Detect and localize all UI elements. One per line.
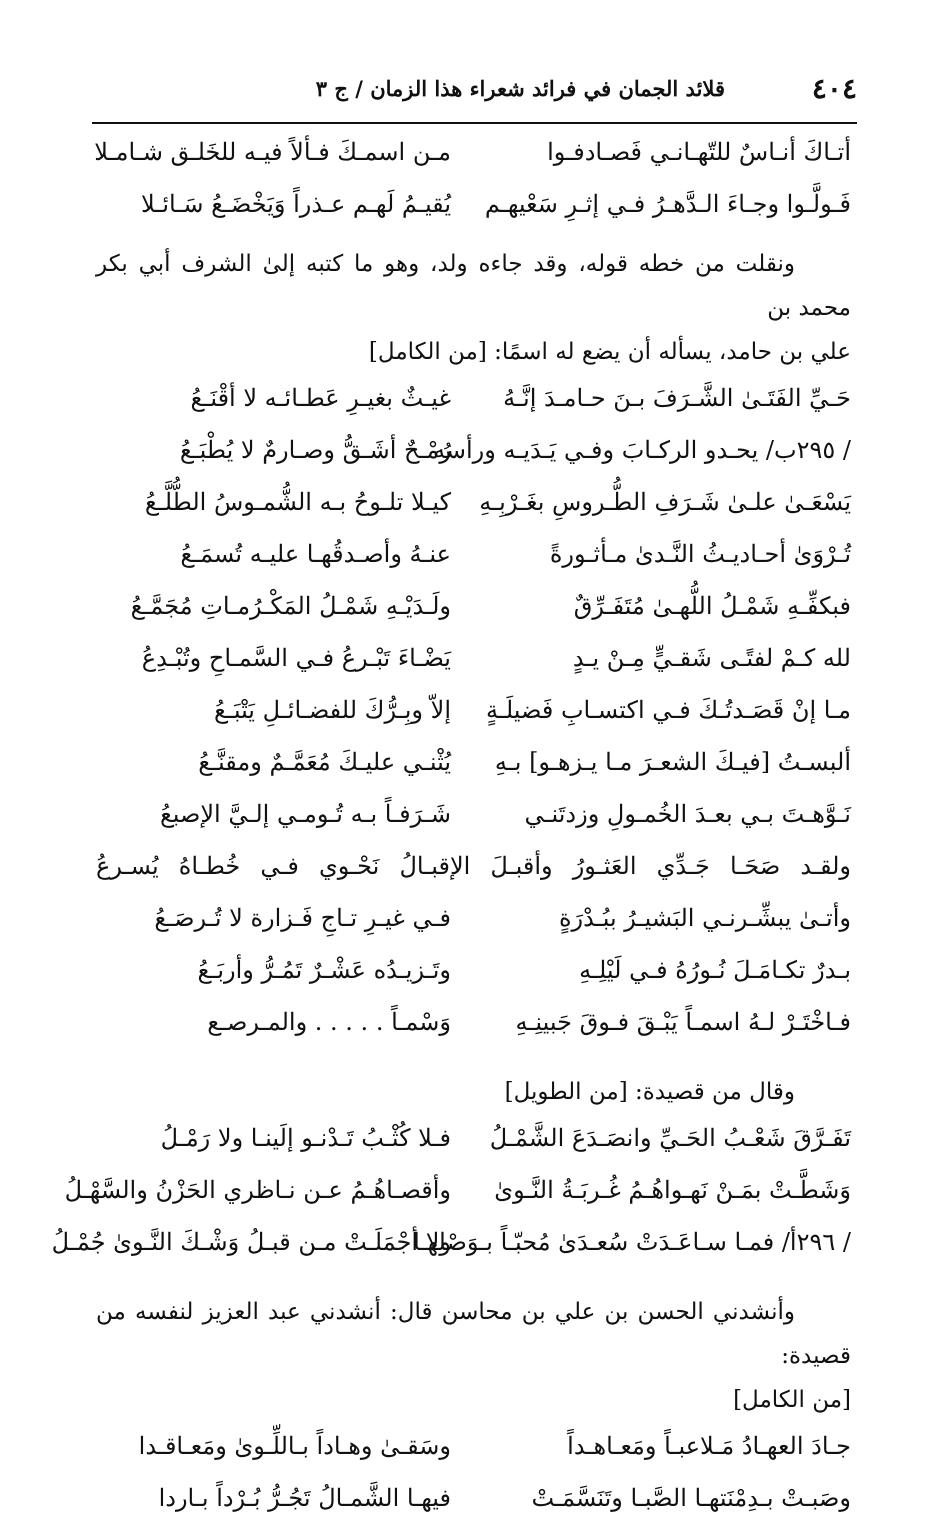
verse-row-joined [96, 852, 851, 904]
first-hemistich: جـادَ العهـادُ مَـلاعبـاً ومَعـاهـداً [567, 1432, 851, 1460]
first-hemistich: نَـوَّهـتَ بـي بعـدَ الخُمـولِ وزدتَنـي [524, 800, 851, 828]
second-hemistich: وسَقـىٰ وهـاداً بـاللِّـوىٰ ومَعـاقـدا [138, 1432, 451, 1460]
verse-row [96, 956, 851, 1008]
second-hemistich: وأقصـاهُـمُ عـن نـاظري الحَزْنُ والسَّهْـلُ [64, 1176, 451, 1204]
verse-row [96, 748, 851, 800]
verse-row [64, 1176, 851, 1228]
first-hemistich: فَـولَّـوا وجـاءَ الـدَّهـرُ فـي إثـرِ سَعْيهـم [484, 190, 851, 218]
joined-verse: ولقـد صَحَـا جَـدِّي العَثـورُ وأقبـلَ الإقبـالُ نَحْـوي فـي خُطـاهُ يُسـرعُ [96, 852, 851, 880]
page-body [51, 138, 851, 1536]
first-hemistich: يَسْعَـىٰ علـىٰ شَـرَفِ الطُّـروسِ بغَـرْبِـهِ [479, 488, 851, 516]
first-hemistich: وَشَطَّـتْ بمَـنْ نَهـواهُـمُ غُـربَـةُ النَّـوىٰ [494, 1176, 851, 1204]
second-hemistich: كيـلا تلـوحُ بـه الشُّمـوسُ الطُّلَّـعُ [144, 488, 451, 516]
first-hemistich: أتـاكَ أنـاسٌ للتّهـانـي فَصـادفـوا [547, 138, 851, 166]
second-hemistich: يُثْنـي عليـكَ مُعَمَّـمٌ ومقنَّـعُ [198, 748, 451, 776]
verse-row [96, 1008, 851, 1060]
verse-row [96, 1484, 851, 1536]
prose-line: علي بن حامد، يسأله أن يضع له اسمًا: [من الكامل] [368, 339, 851, 365]
second-hemistich: مـن اسمـكَ فـألاً فيـه للخَلـق شـامـلا [94, 138, 451, 166]
second-hemistich: يَضْـاءَ تَبْـرعُ فـي السَّمـاحِ وتُبْـدِعُ [141, 644, 451, 672]
first-hemistich: ألبسـتُ [فيـكَ الشعـرَ مـا يـزهـو] بـهِ [494, 748, 851, 776]
second-hemistich: غيـثٌ بغيـرِ عَطـائـه لا أقْنَـعُ [190, 384, 451, 412]
prose-line: وأنشدني الحسن بن علي بن محاسن قال: أنشدني عبد العزيز لنفسه من قصيدة: [96, 1299, 851, 1369]
second-hemistich: فـي غيـرِ تـاجِ فَـزارة لا تُـرصَـعُ [154, 904, 451, 932]
first-hemistich: فبكفِّـهِ شَمْـلُ اللُّهـىٰ مُتَفَـرِّقٌ [573, 592, 851, 620]
second-hemistich: شَـرَفـاً بـه تُـومـي إلـيَّ الإصبعُ [159, 800, 451, 828]
running-title: قلائد الجمان في فرائد شعراء هذا الزمان / ج ٣ [315, 76, 725, 101]
verse-row [96, 138, 851, 190]
second-hemistich: فـلا كُثْـبُ تَـدْنـو إلَينـا ولا رَمْـلُ [160, 1124, 451, 1152]
prose-line: [من الكامل] [733, 1387, 851, 1413]
second-hemistich: وَسْمـاً . . . . . والمـرصـع [207, 1008, 451, 1036]
page-number: ٤٠٤ [811, 72, 857, 105]
first-hemistich: تُـرْوَىٰ أحـاديـثُ النَّـدىٰ مـأثـورةً [549, 540, 851, 568]
verse-row [96, 1432, 851, 1484]
second-hemistich: عنـهُ وأصـدقُهـا عليـه تُسمَـعُ [180, 540, 451, 568]
verse-row [96, 384, 851, 436]
first-hemistich: وصَبـتْ بـدِمْنَتهـا الصَّبـا وتَنَسَّمَـتْ [531, 1484, 851, 1512]
second-hemistich: فيهـا الشَّمـالُ تَجُـرُّ بُـرْداً بـاردا [158, 1484, 451, 1512]
second-hemistich: رُمْـحٌ أشَـقُّ وصـارمٌ لا يُطْبَـعُ [179, 436, 451, 464]
verse-row [96, 800, 851, 852]
first-hemistich: / ٢٩٥ب/ يحـدو الركـابَ وفـي يَـدَيـه ورأسه [433, 436, 851, 464]
verse-row [51, 1228, 851, 1280]
verse-row [96, 488, 851, 540]
first-hemistich: تَفَـرَّقَ شَعْـبُ الحَـيِّ وانصَـدَعَ الشَّمْـلُ [489, 1124, 851, 1152]
second-hemistich: إلاّ وبِـرُّكَ للفضـائـلِ يَتْبَـعُ [214, 696, 451, 724]
first-hemistich: / ٢٩٦أ/ فمـا سـاعَـدَتْ سُعـدَىٰ مُحبّـاً بـوَصْلهـا [413, 1228, 851, 1256]
first-hemistich: حَـيِّ الفَتَـىٰ الشَّـرَفَ بـنَ حـامـدَ إنَّـهُ [503, 384, 851, 412]
second-hemistich: يُقيـمُ لَهـم عـذراً وَيَخْضَـعُ سَـائـلا [140, 190, 451, 218]
second-hemistich: ولَـدَيْـهِ شَمْـلُ المَكْـرُمـاتِ مُجَمَّـعُ [130, 592, 451, 620]
page-header [92, 66, 857, 118]
first-hemistich: بـدرٌ تكـامَـلَ نُـورُهُ فـي لَيْلِـهِ [579, 956, 851, 984]
verse-row [96, 540, 851, 592]
first-hemistich: لله كـمْ لفتًـى شَقـيٍّ مِـنْ يـدٍ [572, 644, 851, 672]
verse-row [96, 190, 851, 242]
verse-row [96, 436, 851, 488]
second-hemistich: ولا أجْمَلَـتْ مـن قبـلُ وَشْـكَ النَّـوىٰ جُمْـلُ [51, 1228, 451, 1256]
prose-paragraph [96, 1290, 851, 1422]
first-hemistich: فـاخْتَـرْ لـهُ اسمـاً يَبْـقَ فـوقَ جَبينِـهِ [515, 1008, 851, 1036]
verse-row [96, 696, 851, 748]
header-rule [92, 122, 857, 124]
first-hemistich: مـا إنْ قَصَـدتُـكَ فـي اكتسـابِ فَضيلَـةٍ [485, 696, 851, 724]
verse-row [96, 904, 851, 956]
prose-paragraph [96, 242, 851, 374]
verse-row [96, 592, 851, 644]
first-hemistich: وأتـىٰ يبشِّـرنـي البَشيـرُ ببُـدْرَةٍ [558, 904, 851, 932]
poem-intro: وقال من قصيدة: [من الطويل] [504, 1079, 795, 1105]
verse-row [96, 644, 851, 696]
prose-line: ونقلت من خطه قوله، وقد جاءه ولد، وهو ما كتبه إلىٰ الشرف أبي بكر محمد بن [96, 251, 851, 321]
second-hemistich: وتَـزيـدُه عَشْـرٌ تَمُـرُّ وأربَـعُ [197, 956, 451, 984]
verse-row [96, 1124, 851, 1176]
